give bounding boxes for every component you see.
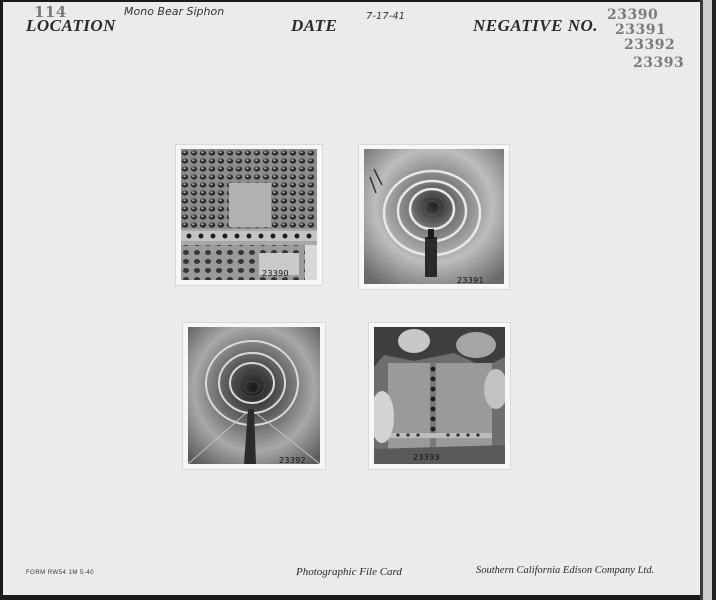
- film-edge: [700, 0, 716, 600]
- photo-23392: [183, 323, 325, 469]
- photo-image: [188, 327, 320, 464]
- photo-image: [181, 149, 317, 280]
- photo-number: 23393: [413, 453, 440, 462]
- company-name: Southern California Edison Company Ltd.: [476, 565, 655, 576]
- negative-number-4: 23393: [633, 55, 685, 71]
- photo-23391: [359, 145, 509, 289]
- photo-23390: [176, 145, 322, 285]
- date-value: 7-17-41: [366, 11, 406, 22]
- photo-number: 23390: [262, 269, 289, 278]
- file-card: [3, 2, 700, 595]
- photo-number: 23391: [457, 276, 484, 285]
- form-code: FORM RW54 1M 5-40: [26, 570, 95, 576]
- card-title: Photographic File Card: [296, 566, 402, 578]
- photo-image: [364, 149, 504, 284]
- location-value: Mono Bear Siphon: [124, 5, 225, 18]
- negative-number-2: 23391: [615, 22, 667, 38]
- negative-label: NEGATIVE NO.: [473, 16, 599, 35]
- photo-number: 23392: [279, 456, 306, 465]
- date-label: DATE: [291, 16, 338, 35]
- photo-image: [374, 327, 505, 464]
- photo-23393: [369, 323, 510, 469]
- location-label: LOCATION: [26, 16, 116, 35]
- card-number: 114: [34, 3, 67, 21]
- negative-number-3: 23392: [624, 37, 676, 53]
- negative-number-1: 23390: [607, 7, 659, 23]
